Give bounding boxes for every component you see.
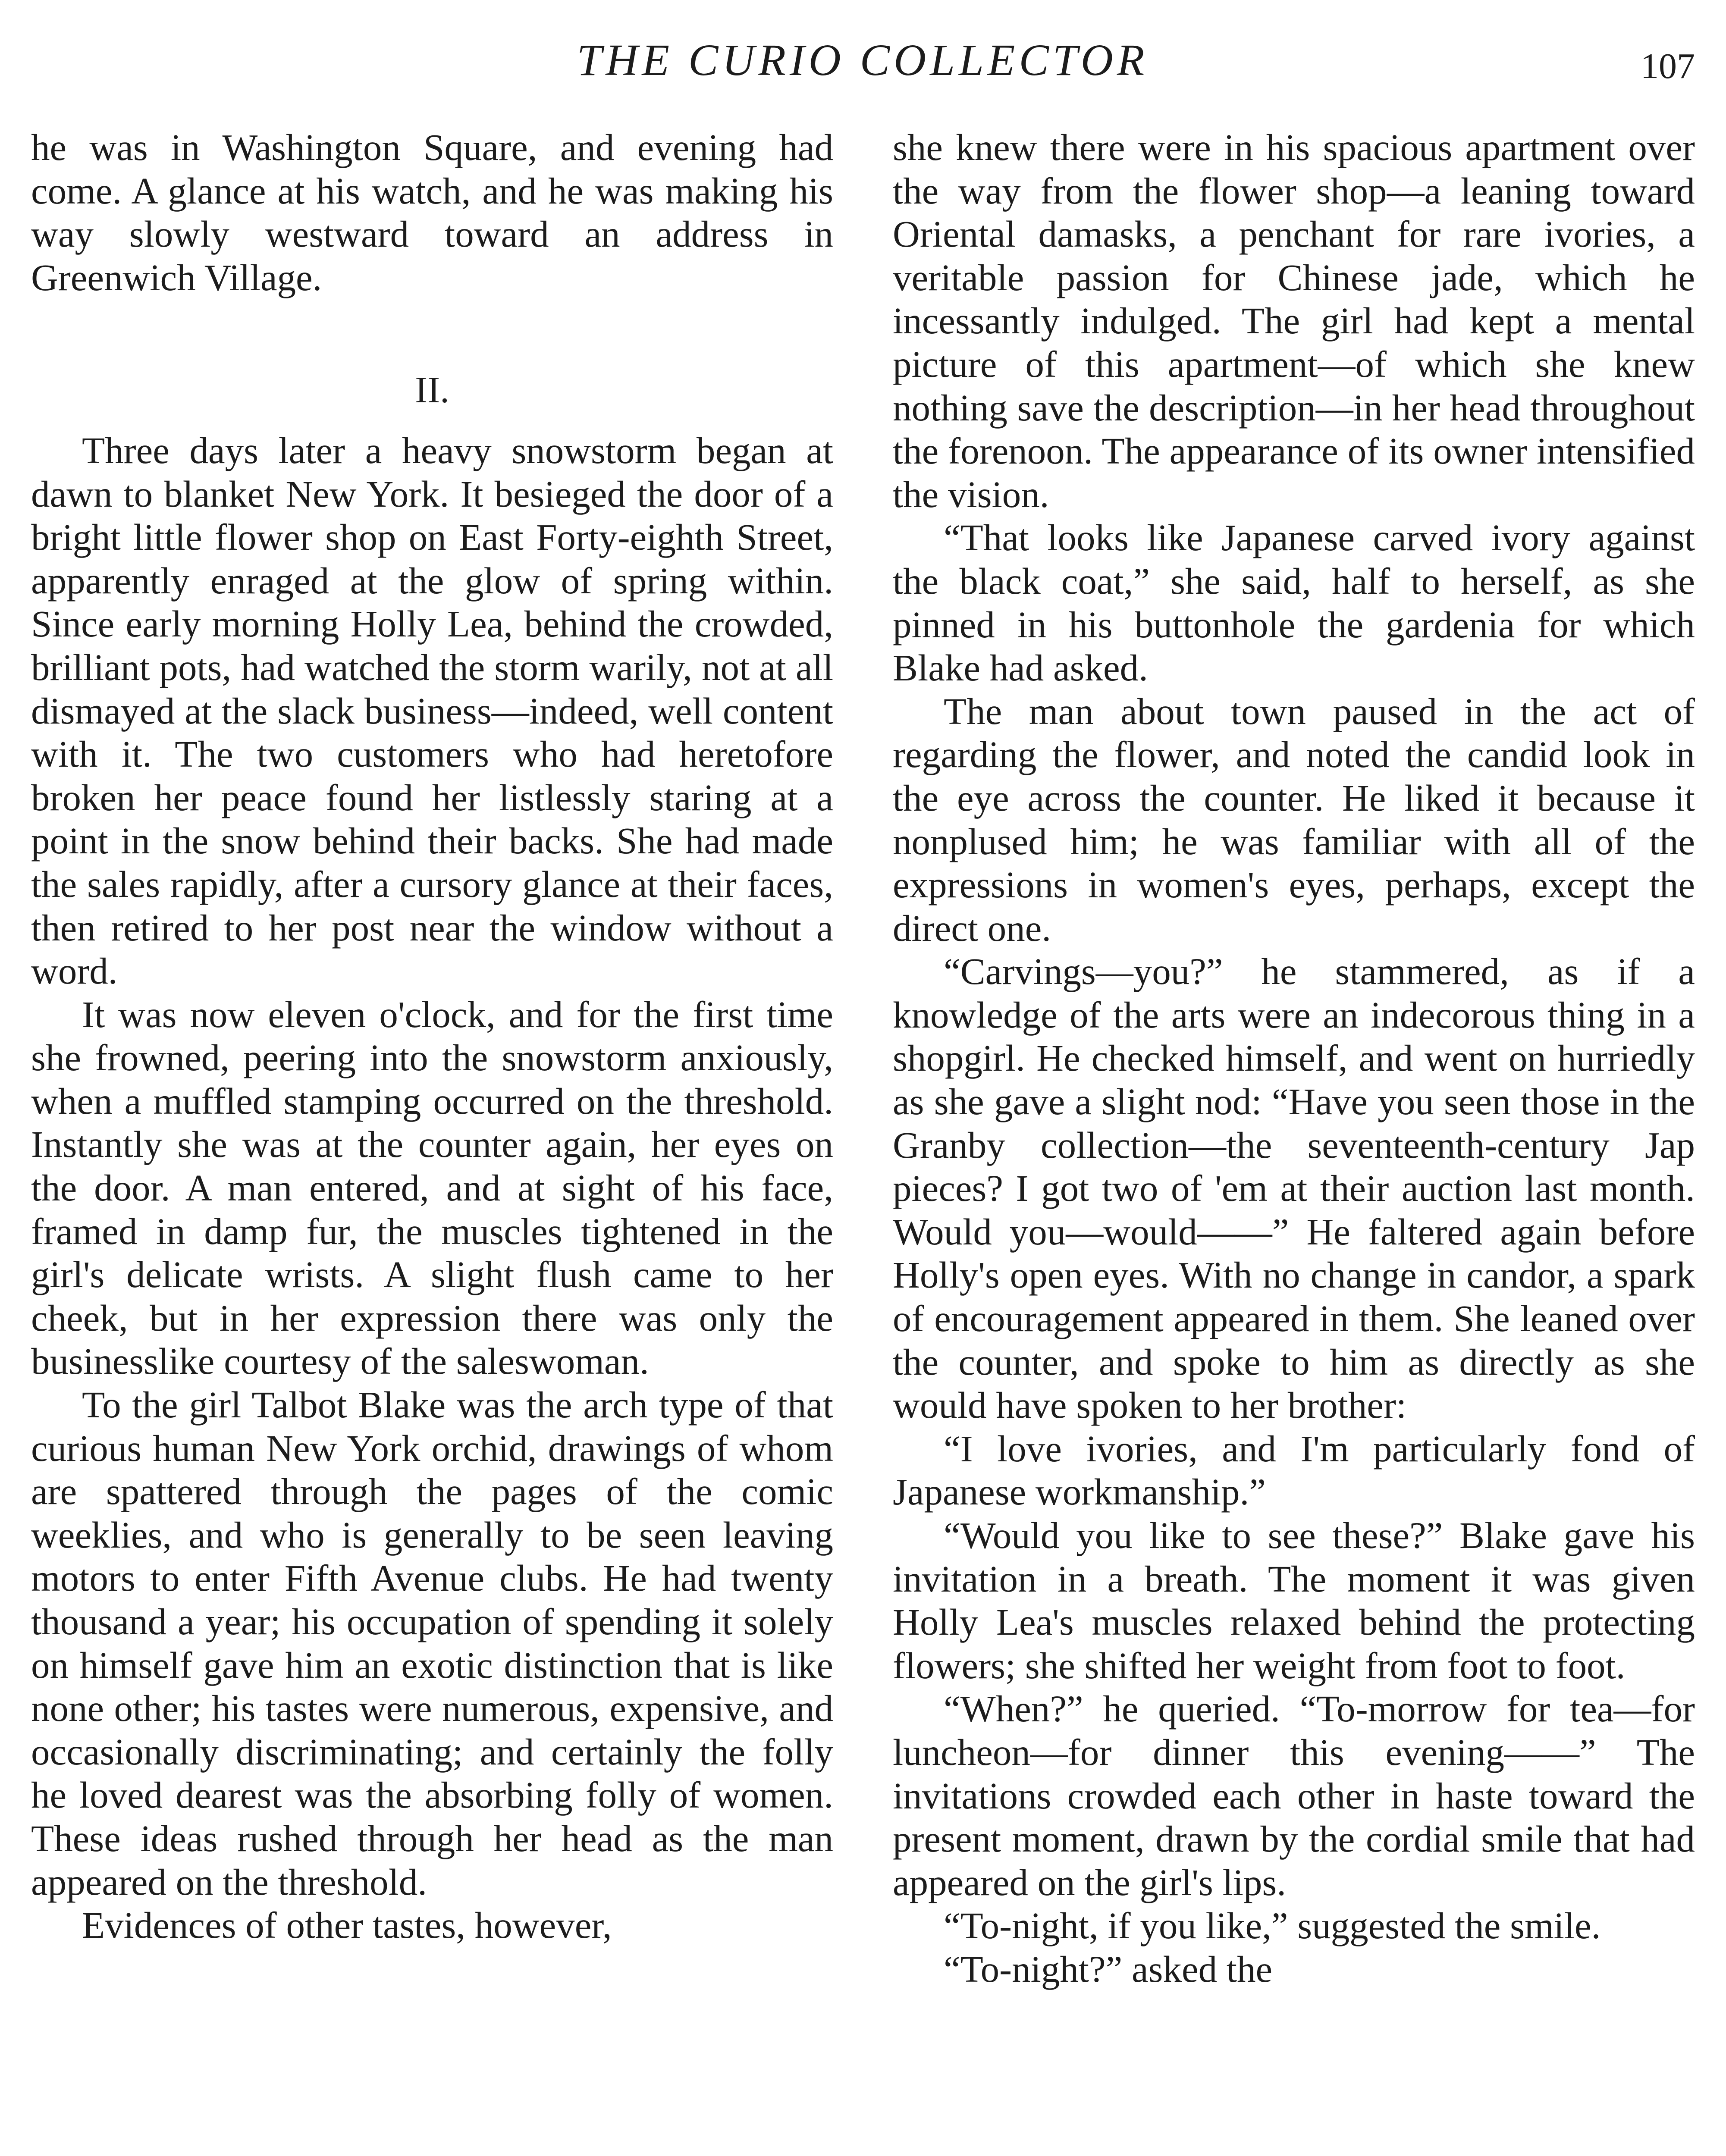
left-column — [31, 126, 833, 1947]
paragraph: It was now eleven o'clock, and for the first time she frowned, peering into the snowstorm anxiously, when a muffled stamping occurred on the threshold. Instantly she was at the counter again, her eyes on the door. A man entered, and at sight of his face, framed in damp fur, the muscles tightened in the girl's delicate wrists. A slight flush came to her cheek, but in her expression there was only the businesslike courtesy of the saleswoman. — [31, 993, 833, 1382]
paragraph: “That looks like Japanese carved ivory against the black coat,” she said, half to herself, as she pinned in his buttonhole the gardenia for which Blake had asked. — [893, 517, 1695, 689]
paragraph: “To-night, if you like,” suggested the smile. — [944, 1905, 1601, 1947]
paragraph: “Would you like to see these?” Blake gave his invitation in a breath. The moment it was given Holly Lea's muscles relaxed behind the protecting flowers; she shifted her weight from foot to foot. — [893, 1514, 1695, 1686]
continued-paragraph: he was in Washington Square, and evening had come. A glance at his watch, and he was making his way slowly westward toward an address in Greenwich Village. — [31, 126, 833, 298]
paragraph: “To-night?” asked the — [944, 1948, 1273, 1990]
continued-paragraph: she knew there were in his spacious apartment over the way from the flower shop—a leaning toward Oriental damasks, a penchant for rare ivories, a veritable passion for Chinese jade, which he incessantly indulged. The girl had kept a mental picture of this apartment—of which she knew nothing save the description—in her head throughout the forenoon. The appearance of its owner intensified the vision. — [893, 126, 1695, 515]
running-title: THE CURIO COLLECTOR — [577, 35, 1149, 85]
paragraph: The man about town paused in the act of regarding the flower, and noted the candid look in the eye across the counter. He liked it because it nonplused him; he was familiar with all of the expressions in women's eyes, perhaps, except the direct one. — [893, 690, 1695, 949]
page-number: 107 — [1641, 46, 1695, 86]
paragraph: To the girl Talbot Blake was the arch type of that curious human New York orchid, drawings of whom are spattered through the pages of the comic weeklies, and who is generally to be seen leaving motors to enter Fifth Avenue clubs. He had twenty thousand a year; his occupation of spending it solely on himself gave him an exotic distinction that is like none other; his tastes were numerous, expensive, and occasionally discriminating; and certainly the folly he loved dearest was the absorbing folly of women. These ideas rushed through her head as the man appeared on the threshold. — [31, 1384, 833, 1903]
paragraph: “I love ivories, and I'm particularly fond of Japanese workmanship.” — [893, 1427, 1695, 1513]
paragraph: “When?” he queried. “To-morrow for tea—for luncheon—for dinner this evening——” The invitations crowded each other in haste toward the present moment, drawn by the cordial smile that had appeared on the girl's lips. — [893, 1688, 1695, 1903]
paragraph: Evidences of other tastes, however, — [82, 1904, 612, 1946]
right-column — [893, 126, 1695, 1991]
paragraph: Three days later a heavy snowstorm began at dawn to blanket New York. It besieged the door of a bright little flower shop on East Forty-eighth Street, apparently enraged at the glow of spring within. Since early morning Holly Lea, behind the crowded, brilliant pots, had watched the storm warily, not at all dismayed at the slack business—indeed, well content with it. The two customers who had heretofore broken her peace found her listlessly staring at a point in the snow behind their backs. She had made the sales rapidly, after a cursory glance at their faces, then retired to her post near the window without a word. — [31, 429, 833, 992]
paragraph: “Carvings—you?” he stammered, as if a knowledge of the arts were an indecorous thing in a shopgirl. He checked himself, and went on hurriedly as she gave a slight nod: “Have you seen those in the Granby collection—the seventeenth-century Jap pieces? I got two of 'em at their auction last month. Would you—would——” He faltered again before Holly's open eyes. With no change in candor, a spark of encouragement appeared in them. She leaned over the counter, and spoke to him as directly as she would have spoken to her brother: — [893, 950, 1695, 1426]
section-heading: II. — [415, 369, 449, 411]
running-head — [30, 26, 1695, 95]
